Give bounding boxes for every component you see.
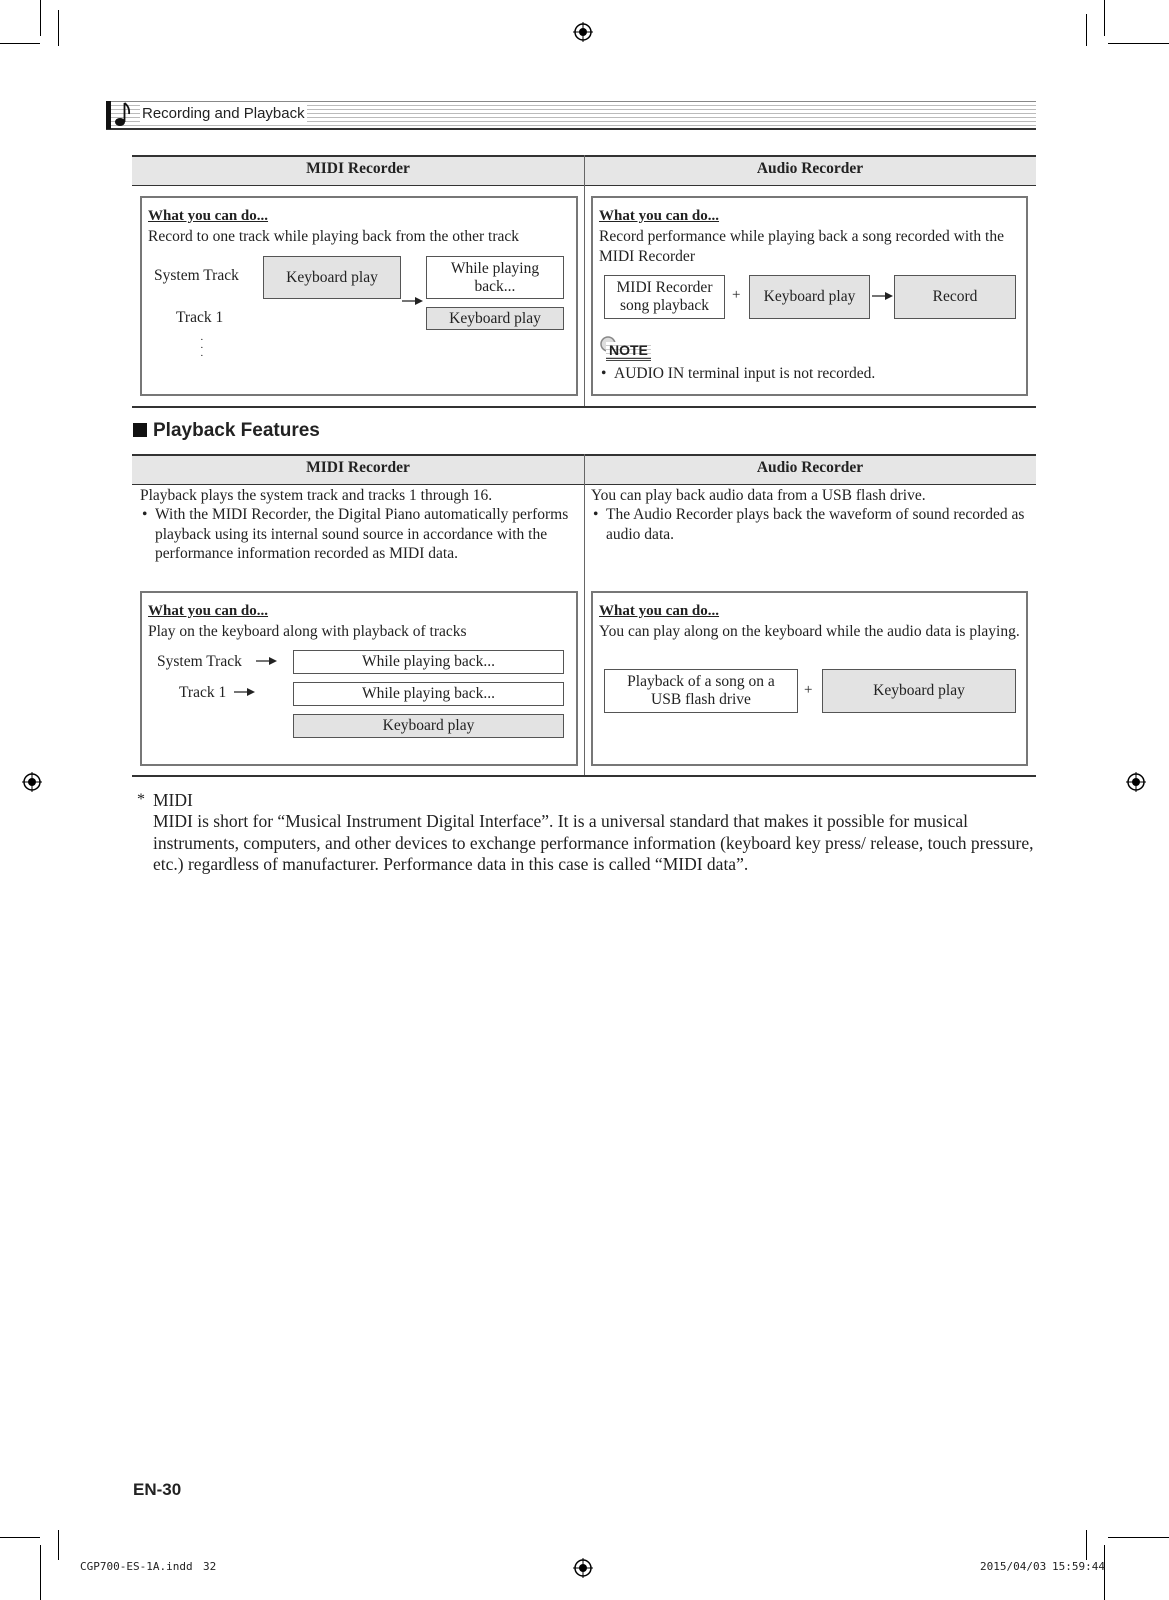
playback-audio-header: Audio Recorder: [756, 459, 864, 476]
while-playing-box: While playing back...: [293, 682, 564, 706]
track-continuation-dots: · · ·: [200, 334, 204, 362]
music-note-icon: [114, 100, 132, 128]
playback-audio-bullet: The Audio Recorder plays back the waveform of sound recorded as audio data.: [606, 506, 1025, 543]
midi-record-what-label: What you can do...: [148, 208, 269, 224]
crop-mark: [1108, 43, 1169, 44]
table-bottom-rule: [132, 406, 1036, 408]
crop-mark: [1104, 0, 1105, 36]
playback-features-title: Playback Features: [153, 420, 320, 441]
table-bottom-rule: [132, 775, 1036, 777]
slug-date: 2015/04/03: [980, 1560, 1047, 1573]
plus-sign: +: [804, 682, 813, 698]
arrow-right-icon: [402, 296, 424, 306]
footnote-term: MIDI: [153, 790, 193, 810]
track-1-label: Track 1: [176, 309, 224, 326]
recording-midi-header: MIDI Recorder: [306, 160, 410, 177]
column-divider: [584, 454, 585, 776]
audio-playback-what-label: What you can do...: [599, 603, 720, 619]
playback-midi-header: MIDI Recorder: [306, 459, 410, 476]
audio-record-description: Record performance while playing back a song recorded with the MIDI Recorder: [599, 228, 1004, 265]
playback-midi-intro: Playback plays the system track and tracks 1 through 16.: [140, 487, 493, 504]
note-bullet-marker: •: [601, 365, 607, 382]
crop-mark: [1086, 14, 1087, 46]
registration-mark-icon: [1126, 772, 1146, 792]
section-header-bar: [106, 101, 111, 129]
while-playing-box: While playing back...: [426, 256, 564, 299]
bullet-marker: •: [142, 506, 148, 523]
keyboard-play-box: Keyboard play: [263, 256, 401, 299]
footnote-marker: *: [137, 791, 145, 808]
usb-playback-box: Playback of a song on a USB flash drive: [604, 669, 798, 713]
section-header-title: Recording and Playback: [142, 105, 305, 122]
record-box: Record: [894, 275, 1016, 319]
track-1-label: Track 1: [179, 684, 227, 701]
audio-playback-description: You can play along on the keyboard while the audio data is playing.: [599, 623, 1020, 640]
recording-audio-header: Audio Recorder: [756, 160, 864, 177]
keyboard-play-box: Keyboard play: [426, 307, 564, 330]
midi-playback-description: Play on the keyboard along with playback of tracks: [148, 623, 467, 640]
crop-mark: [1108, 1537, 1169, 1538]
plus-sign: +: [732, 287, 741, 303]
registration-mark-icon: [22, 772, 42, 792]
crop-mark: [58, 10, 59, 46]
arrow-right-icon: [234, 687, 256, 697]
bullet-marker: •: [593, 506, 599, 523]
arrow-right-icon: [256, 656, 278, 666]
section-bullet-square: [133, 423, 147, 437]
registration-mark-icon: [573, 1558, 593, 1578]
arrow-right-icon: [872, 291, 894, 301]
registration-mark-icon: [573, 22, 593, 42]
slug-page: 32: [203, 1560, 217, 1573]
crop-mark: [0, 1537, 40, 1538]
keyboard-play-box: Keyboard play: [293, 714, 564, 738]
crop-mark: [58, 1530, 59, 1560]
crop-mark: [1086, 1530, 1087, 1560]
footnote-text: MIDI is short for “Musical Instrument Digital Interface”. It is a universal standard that makes it possible for musical instruments, computers, and other devices to exchange performance information (keyboard key press/ release, touch pressure, etc.) regardless of manufacturer. Performance data in this case is called “MIDI data”.: [153, 811, 1034, 874]
system-track-label: System Track: [154, 267, 239, 284]
keyboard-play-box: Keyboard play: [822, 669, 1016, 713]
crop-mark: [40, 1545, 41, 1600]
midi-record-description: Record to one track while playing back from the other track: [148, 228, 520, 245]
note-text: AUDIO IN terminal input is not recorded.: [614, 365, 876, 382]
column-divider: [584, 155, 585, 407]
crop-mark: [0, 43, 40, 44]
while-playing-box: While playing back...: [293, 650, 564, 674]
midi-playback-what-label: What you can do...: [148, 603, 269, 619]
audio-record-what-label: What you can do...: [599, 208, 720, 224]
playback-audio-intro: You can play back audio data from a USB flash drive.: [591, 487, 926, 504]
note-label: NOTE: [606, 342, 651, 361]
crop-mark: [40, 0, 41, 36]
midi-song-playback-box: MIDI Recorder song playback: [604, 275, 725, 319]
keyboard-play-box: Keyboard play: [749, 275, 870, 319]
slug-time: 15:59:44: [1052, 1560, 1105, 1573]
playback-midi-bullet: With the MIDI Recorder, the Digital Piano automatically performs playback using its internal sound source in accordance with the performance information recorded as MIDI data.: [155, 506, 569, 562]
page-number: EN-30: [133, 1480, 182, 1499]
system-track-label: System Track: [157, 653, 242, 670]
slug-file: CGP700-ES-1A.indd: [80, 1560, 193, 1573]
